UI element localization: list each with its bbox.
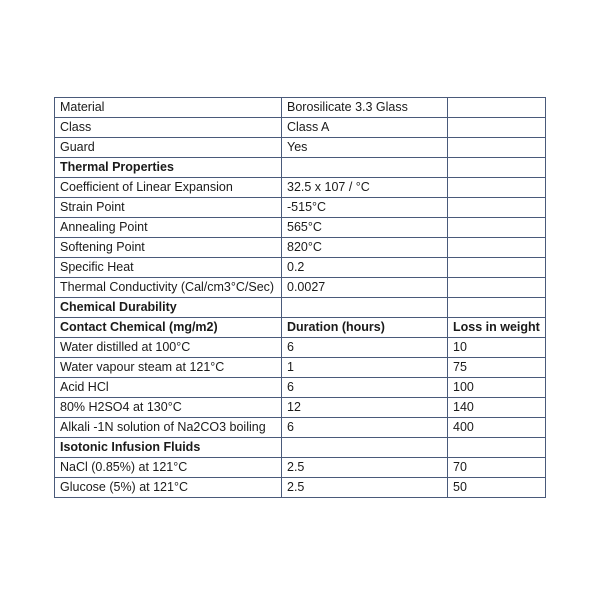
cell-value: 1 (282, 358, 448, 378)
section-title: Isotonic Infusion Fluids (55, 438, 282, 458)
cell-value: 2.5 (282, 458, 448, 478)
table-row-linear-expansion (55, 178, 546, 198)
cell-extra (448, 138, 546, 158)
table-row-guard (55, 138, 546, 158)
cell-label: Guard (55, 138, 282, 158)
cell-label: Softening Point (55, 238, 282, 258)
cell-extra: 140 (448, 398, 546, 418)
cell-extra (448, 238, 546, 258)
cell-value (282, 298, 448, 318)
cell-value (282, 158, 448, 178)
column-header-duration: Duration (hours) (282, 318, 448, 338)
cell-label: Thermal Conductivity (Cal/cm3°C/Sec) (55, 278, 282, 298)
table-row-strain-point (55, 198, 546, 218)
cell-value: 820°C (282, 238, 448, 258)
cell-extra (448, 158, 546, 178)
cell-value: 6 (282, 418, 448, 438)
table-row-annealing-point (55, 218, 546, 238)
cell-extra (448, 278, 546, 298)
cell-extra: 75 (448, 358, 546, 378)
cell-label: Water distilled at 100°C (55, 338, 282, 358)
cell-extra (448, 98, 546, 118)
cell-extra: 10 (448, 338, 546, 358)
table-row-material (55, 98, 546, 118)
cell-extra (448, 298, 546, 318)
table-row-class (55, 118, 546, 138)
cell-value: Yes (282, 138, 448, 158)
cell-value (282, 438, 448, 458)
cell-extra (448, 118, 546, 138)
table-header-row-chemicals (55, 318, 546, 338)
cell-value: 565°C (282, 218, 448, 238)
cell-extra (448, 438, 546, 458)
table-row-alkali (55, 418, 546, 438)
section-title: Chemical Durability (55, 298, 282, 318)
cell-value: Class A (282, 118, 448, 138)
cell-extra (448, 258, 546, 278)
cell-value: 6 (282, 378, 448, 398)
cell-value: 0.0027 (282, 278, 448, 298)
cell-label: NaCl (0.85%) at 121°C (55, 458, 282, 478)
cell-label: Material (55, 98, 282, 118)
cell-extra: 400 (448, 418, 546, 438)
cell-value: Borosilicate 3.3 Glass (282, 98, 448, 118)
table-row-softening-point (55, 238, 546, 258)
table-row-acid-hcl (55, 378, 546, 398)
cell-extra (448, 198, 546, 218)
cell-extra: 50 (448, 478, 546, 498)
specifications-table-body (55, 98, 546, 498)
cell-value: -515°C (282, 198, 448, 218)
column-header-loss-in-weight: Loss in weight (448, 318, 546, 338)
cell-value: 2.5 (282, 478, 448, 498)
cell-extra: 70 (448, 458, 546, 478)
specifications-table (54, 97, 546, 498)
table-row-water-vapour (55, 358, 546, 378)
table-row-glucose (55, 478, 546, 498)
section-title: Thermal Properties (55, 158, 282, 178)
cell-label: Specific Heat (55, 258, 282, 278)
cell-value: 6 (282, 338, 448, 358)
cell-label: Strain Point (55, 198, 282, 218)
cell-extra (448, 178, 546, 198)
cell-label: Coefficient of Linear Expansion (55, 178, 282, 198)
cell-value: 12 (282, 398, 448, 418)
section-heading-chemical-durability (55, 298, 546, 318)
cell-label: Alkali -1N solution of Na2CO3 boiling (55, 418, 282, 438)
cell-value: 32.5 x 107 / °C (282, 178, 448, 198)
cell-label: Acid HCl (55, 378, 282, 398)
cell-label: Class (55, 118, 282, 138)
table-row-water-distilled (55, 338, 546, 358)
table-row-h2so4 (55, 398, 546, 418)
cell-label: Annealing Point (55, 218, 282, 238)
section-heading-isotonic-infusion-fluids (55, 438, 546, 458)
cell-value: 0.2 (282, 258, 448, 278)
table-row-specific-heat (55, 258, 546, 278)
table-row-nacl (55, 458, 546, 478)
cell-label: Glucose (5%) at 121°C (55, 478, 282, 498)
cell-extra: 100 (448, 378, 546, 398)
section-heading-thermal-properties (55, 158, 546, 178)
column-header-contact-chemical: Contact Chemical (mg/m2) (55, 318, 282, 338)
cell-label: 80% H2SO4 at 130°C (55, 398, 282, 418)
table-row-thermal-conductivity (55, 278, 546, 298)
cell-extra (448, 218, 546, 238)
cell-label: Water vapour steam at 121°C (55, 358, 282, 378)
